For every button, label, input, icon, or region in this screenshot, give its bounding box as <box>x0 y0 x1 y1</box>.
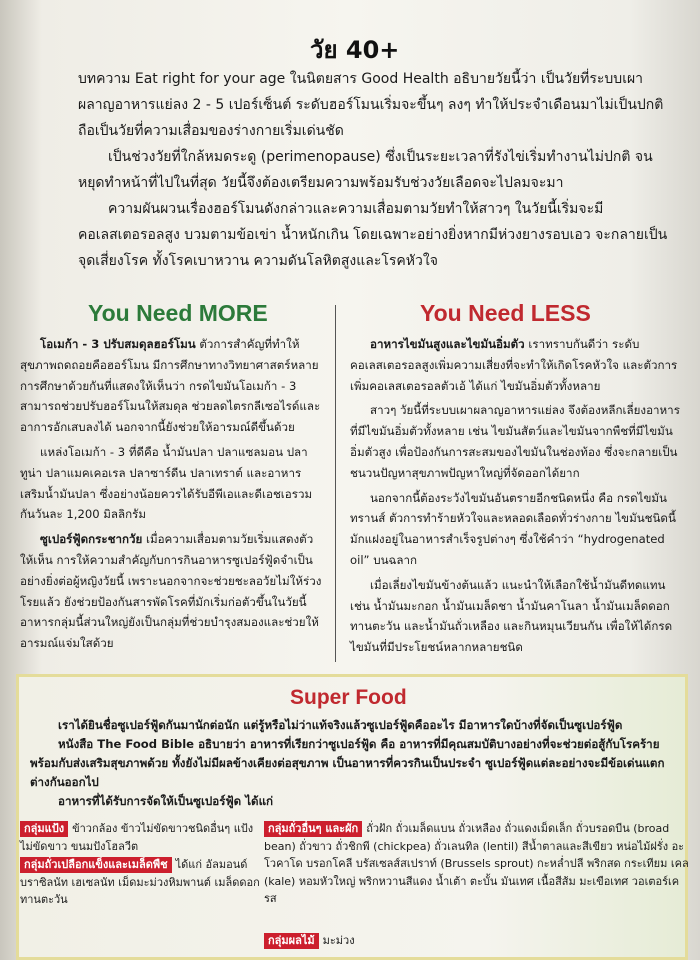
intro-paragraph: ความผันผวนเรื่องฮอร์โมนดังกล่าวและความเสื่อมตามวัยทำให้สาวๆ ในวัยนี้เริ่มจะมีคอเลสเตอรอลสูง บวมตามข้อเข่า น้ำหนักเกิน โดยเฉพาะอย่างยิ่งหากมีห่วงยางรอบเอว จะกลายเป็นจุดเสี่ยงโรค ทั้งโรคเบาหวาน ความดันโลหิตสูงและโรคหัวใจ <box>78 201 668 269</box>
less-text: เราทราบกันดีว่า ระดับคอเลสเตอรอลสูงเพิ่มความเสี่ยงที่จะทำให้เกิดโรคหัวใจ และตัวการเพิ่มคอเลสเตอรอลตัวเอ้ ได้แก่ ไขมันอิ่มตัวทั้งหลาย <box>350 337 678 393</box>
food-group-label: กลุ่มแป้ง <box>20 821 68 837</box>
food-group-label: กลุ่มผลไม้ <box>264 933 319 949</box>
page-heading: วัย 40+ <box>310 36 400 64</box>
more-paragraph: แหล่งโอเมก้า - 3 ที่ดีคือ น้ำมันปลา ปลาแซลมอน ปลาทูน่า ปลาแมคเคอเรล ปลาซาร์ดีน ปลาเทราต์ และอาหารเสริมน้ำมันปลา ซึ่งอย่างน้อยควรได้รับอีพีเอและดีเอชเอรวมกันวันละ 1,200 มิลลิกรัม <box>20 444 313 522</box>
more-lead: โอเมก้า - 3 ปรับสมดุลฮอร์โมน <box>40 337 196 351</box>
food-group-label: กลุ่มถั่วอื่นๆ และผัก <box>264 821 362 837</box>
super-food-body <box>30 716 680 811</box>
food-group-text: ข้าวกล้อง ข้าวไม่ขัดขาวชนิดอื่นๆ แป้งไม่ขัดขาว ขนมปังโฮลวีต <box>20 822 254 853</box>
need-less-column <box>350 334 680 662</box>
food-group-starch <box>20 820 260 855</box>
food-group-text: มะม่วง <box>322 934 355 947</box>
food-group-text: ได้แก่ อัลมอนด์ บราซิลนัท เฮเซลนัท เม็ดมะม่วงหิมพานต์ เมล็ดดอกทานตะวัน <box>20 858 260 906</box>
less-paragraph: สาวๆ วัยนี้ที่ระบบเผาผลาญอาหารแย่ลง จึงต้องหลีกเลี่ยงอาหารที่มีไขมันอิ่มตัวทั้งหลาย เช่น ไขมันสัตว์และไขมันจากพืชที่มีไขมันอิ่มตัวสูง เพื่อป้องกันการสะสมของไขมันในช่องท้อง ซึ่งจะกลายเป็นชนวนปัญหาสุขภาพปัญหาใหญ่ที่จัดออกได้ยาก <box>350 403 680 480</box>
less-paragraph <box>350 334 680 396</box>
super-food-title: Super Food <box>290 686 407 709</box>
less-lead: อาหารไขมันสูงและไขมันอิ่มตัว <box>370 337 525 351</box>
super-food-line: หนังสือ The Food Bible อธิบายว่า อาหารที่เรียกว่าซูเปอร์ฟู้ด คือ อาหารที่มีคุณสมบัติบางอย่างที่จะช่วยต่อสู้กับโรคร้าย พร้อมกับส่งเสริมสุขภาพด้วย ทั้งยังไม่มีผลข้างเคียงต่อสุขภาพ เป็นอาหารที่ควรกินเป็นประจำ ซูเปอร์ฟู้ดแต่ละอย่างจะมีข้อเด่นแตกต่างกันออกไป <box>30 737 665 789</box>
food-group-label: กลุ่มถั่วเปลือกแข็งและเมล็ดพืช <box>20 857 172 873</box>
super-food-line: เราได้ยินชื่อซูเปอร์ฟู้ดกันมานักต่อนัก แต่รู้หรือไม่ว่าแท้จริงแล้วซูเปอร์ฟู้ดคืออะไร มีอาหารใดบ้างที่จัดเป็นซูเปอร์ฟู้ด <box>58 718 623 732</box>
more-lead: ซูเปอร์ฟู้ดกระชากวัย <box>40 532 143 547</box>
less-paragraph: นอกจากนี้ต้องระวังไขมันอันตรายอีกชนิดหนึ่ง คือ กรดไขมันทรานส์ ตัวการทำร้ายหัวใจและหลอดเลือดทั่วร่างกาย ไขมันชนิดนี้มักแฝงอยู่ในอาหารสำเร็จรูปต่างๆ ซึ่งใช้คำว่า “hydrogenated oil” บนฉลาก <box>350 490 676 567</box>
need-more-column <box>20 334 326 658</box>
less-paragraph: เมื่อเลี่ยงไขมันข้างต้นแล้ว แนะนำให้เลือกใช้น้ำมันดีทดแทน เช่น น้ำมันมะกอก น้ำมันเมล็ดชา น้ำมันคาโนลา น้ำมันเมล็ดดอกทานตะวัน และน้ำมันถั่วเหลือง และกินหมุนเวียนกัน เพื่อให้ได้กรดไขมันที่มีประโยชน์หลากหลายชนิด <box>350 577 673 655</box>
more-paragraph <box>20 334 326 438</box>
more-paragraph <box>20 529 326 654</box>
food-group-fruit <box>264 932 564 950</box>
intro-section <box>78 66 678 274</box>
food-group-beans-vegetables <box>264 820 689 908</box>
food-group-nuts <box>20 856 260 909</box>
super-food-line: อาหารที่ได้รับการจัดให้เป็นซูเปอร์ฟู้ด ได้แก่ <box>58 794 274 808</box>
need-more-title: You Need MORE <box>88 300 268 326</box>
intro-paragraph: เป็นช่วงวัยที่ใกล้หมดระดู (perimenopause) ซึ่งเป็นระยะเวลาที่รังไข่เริ่มทำงานไม่ปกติ จนหยุดทำหน้าที่ไปในที่สุด วัยนี้จึงต้องเตรียมความพร้อมรับช่วงวัยเลือดจะไปลมจะมา <box>78 149 653 191</box>
food-group-text: ถั่วฝัก ถั่วเมล็ดแบน ถั่วเหลือง ถั่วแดงเม็ดเล็ก ถั่วบรอดบีน (broad bean) ถั่วขาว ถั่วชิกพี (chickpea) ถั่วเลนทิล (lentil) สีน้ำตาลและสีเขียว หน่อไม้ฝรั่ง อะโวคาโด บรอกโคลี บรัสเซลส์สเปราท์ (Brussels sprout) กะหล่ำปลี พริกสด กระเทียม เคล (kale) หอมหัวใหญ่ พริกหวานสีแดง น้ำเต้า ตะบั้น มันเทศ เนื้อสีส้ม มะเขือเทศ วอเตอร์เครส <box>264 822 689 905</box>
more-text: เมื่อความเสื่อมตามวัยเริ่มแสดงตัวให้เห็น การให้ความสำคัญกับการกินอาหารซูเปอร์ฟู้ดจำเป็นอย่างยิ่งต่อผู้หญิงวัยนี้ เพราะนอกจากจะช่วยชะลอวัยไม่ให้ร่วงโรยแล้ว ยังช่วยป้องกันสารพัดโรคที่มักเริ่มก่อตัวขึ้นในวัยนี้ อาหารกลุ่มนี้ส่วนใหญ่ยังเป็นกลุ่มที่ช่วยบำรุงสมองและช่วยให้อารมณ์แจ่มใสด้วย <box>20 532 322 651</box>
intro-paragraph: บทความ Eat right for your age ในนิตยสาร Good Health อธิบายวัยนี้ว่า เป็นวัยที่ระบบเผาผลาญอาหารแย่ลง 2 - 5 เปอร์เซ็นต์ ระดับฮอร์โมนเริ่มจะขึ้นๆ ลงๆ ทำให้ประจำเดือนมาไม่เป็นปกติ ถือเป็นวัยที่ความเสื่อมของร่างกายเริ่มเด่นชัด <box>78 71 664 139</box>
more-text: ตัวการสำคัญที่ทำให้สุขภาพถดถอยคือฮอร์โมน มีการศึกษาทางวิทยาศาสตร์หลายการศึกษาด้วยกันที่แสดงให้เห็นว่า กรดไขมันโอเมก้า - 3 สามารถช่วยปรับฮอร์โมนให้สมดุล ช่วยลดไตรกลีเซอไรด์และอาการอักเสบลงได้ นอกจากนี้ยังช่วยให้อารมณ์ดีขึ้นด้วย <box>20 337 321 435</box>
need-less-title: You Need LESS <box>420 300 591 326</box>
column-divider <box>335 305 336 662</box>
